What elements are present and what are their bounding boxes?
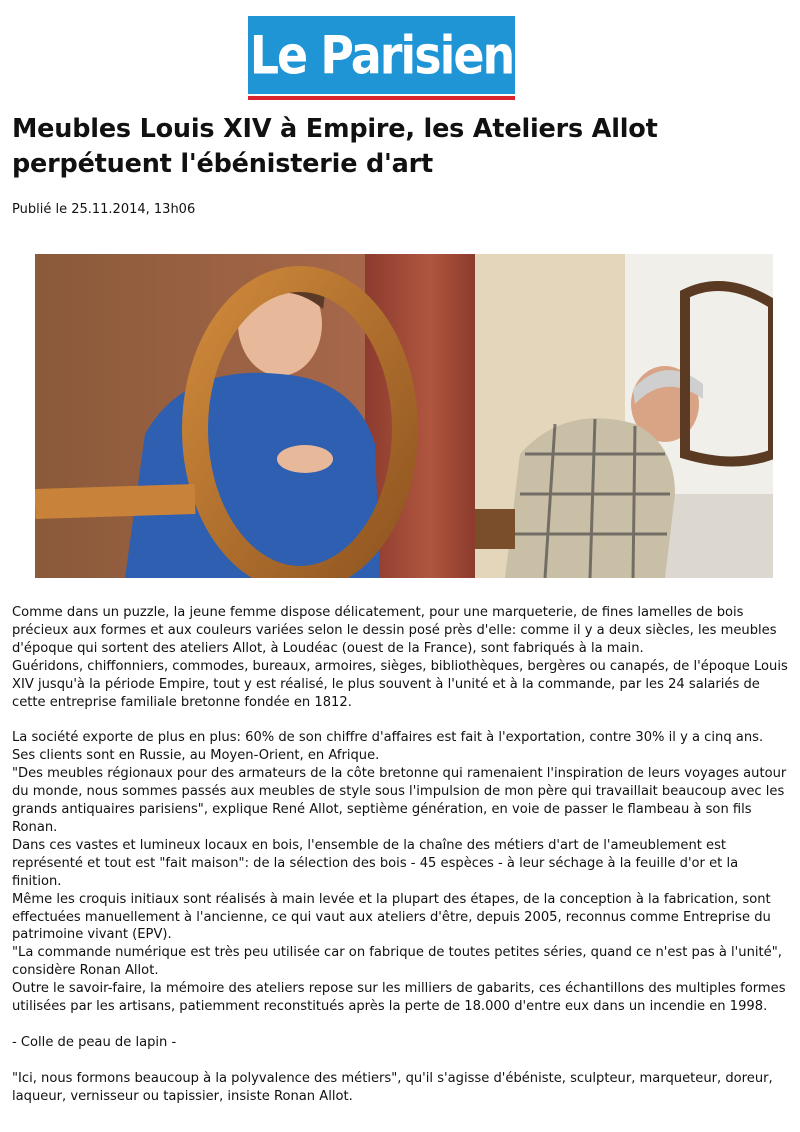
paragraph-gap: [12, 1016, 790, 1034]
paragraph-7: "La commande numérique est très peu utilisée car on fabrique de toutes petites séries, quand ce n'est pas à l'unité", considère Ronan Allot.: [12, 945, 782, 979]
paragraph-3: La société exporte de plus en plus: 60% de son chiffre d'affaires est fait à l'exportation, contre 30% il y a cinq ans. Ses clients sont en Russie, au Moyen-Orient, en Afrique.: [12, 730, 764, 764]
article-body: [12, 604, 790, 1106]
paragraph-gap: [12, 711, 790, 729]
paragraph-2: Guéridons, chiffonniers, commodes, bureaux, armoires, sièges, bibliothèques, bergères ou canapés, de l'époque Louis XIV jusqu'à la période Empire, tout y est réalisé, le plus souvent à l'unité et à la commande, par les 24 salariés de cette entreprise familiale bretonne fondée en 1812.: [12, 658, 788, 710]
paragraph-5: Dans ces vastes et lumineux locaux en bois, l'ensemble de la chaîne des métiers d'art de l'ameublement est représenté et tout est "fait maison": de la sélection des bois - 45 espèces - à leur séchage à la feuille d'or et la finition.: [12, 837, 739, 889]
logo-red-rule: [248, 96, 515, 100]
article-photo: [35, 254, 773, 578]
pot: [475, 509, 515, 549]
woman-hand: [277, 445, 333, 473]
paragraph-9: "Ici, nous formons beaucoup à la polyvalence des métiers", qu'il s'agisse d'ébéniste, sculpteur, marqueteur, doreur, laqueur, vernisseur ou tapissier, insiste Ronan Allot.: [12, 1070, 773, 1104]
le-parisien-logo[interactable]: [248, 16, 515, 98]
chair-rail: [35, 499, 195, 504]
paragraph-8: Outre le savoir-faire, la mémoire des ateliers repose sur les milliers de gabarits, ces échantillons des multiples formes utilisées par les artisans, patiemment reconstitués après la perte de 18.000 d'entre eux dans un incendie en 1998.: [12, 981, 786, 1015]
paragraph-gap: [12, 1052, 790, 1070]
publish-date: Publié le 25.11.2014, 13h06: [12, 202, 196, 217]
logo-text: Le Parisien: [249, 23, 514, 87]
article-title: Meubles Louis XIV à Empire, les Ateliers Allot perpétuent l'ébénisterie d'art: [12, 114, 658, 179]
paragraph-1: Comme dans un puzzle, la jeune femme dispose délicatement, pour une marqueterie, de fines lamelles de bois précieux aux formes et aux couleurs variées selon le dessin posé près d'elle: comme il y a deux siècles, les meubles d'époque qui sortent des ateliers Allot, à Loudéac (ouest de la France), sont fabriqués à la main.: [12, 605, 777, 656]
workshop-photo-illustration: [35, 254, 773, 578]
paragraph-4: "Des meubles régionaux pour des armateurs de la côte bretonne qui ramenaient l'inspiration de leurs voyages autour du monde, nous sommes passés aux meubles de style sous l'impulsion de mon père qui travaillait beaucoup avec les grands antiquaires parisiens", explique René Allot, septième génération, en voie de passer le flambeau à son fils Ronan.: [12, 766, 787, 835]
section-subheading: - Colle de peau de lapin -: [12, 1034, 177, 1050]
logo-box: [248, 16, 515, 94]
paragraph-6: Même les croquis initiaux sont réalisés à main levée et la plupart des étapes, de la conception à la fabrication, sont effectuées manuellement à l'ancienne, ce qui vaut aux ateliers d'être, depuis 2005, reconnus comme Entreprise du patrimoine vivant (EPV).: [12, 891, 771, 943]
